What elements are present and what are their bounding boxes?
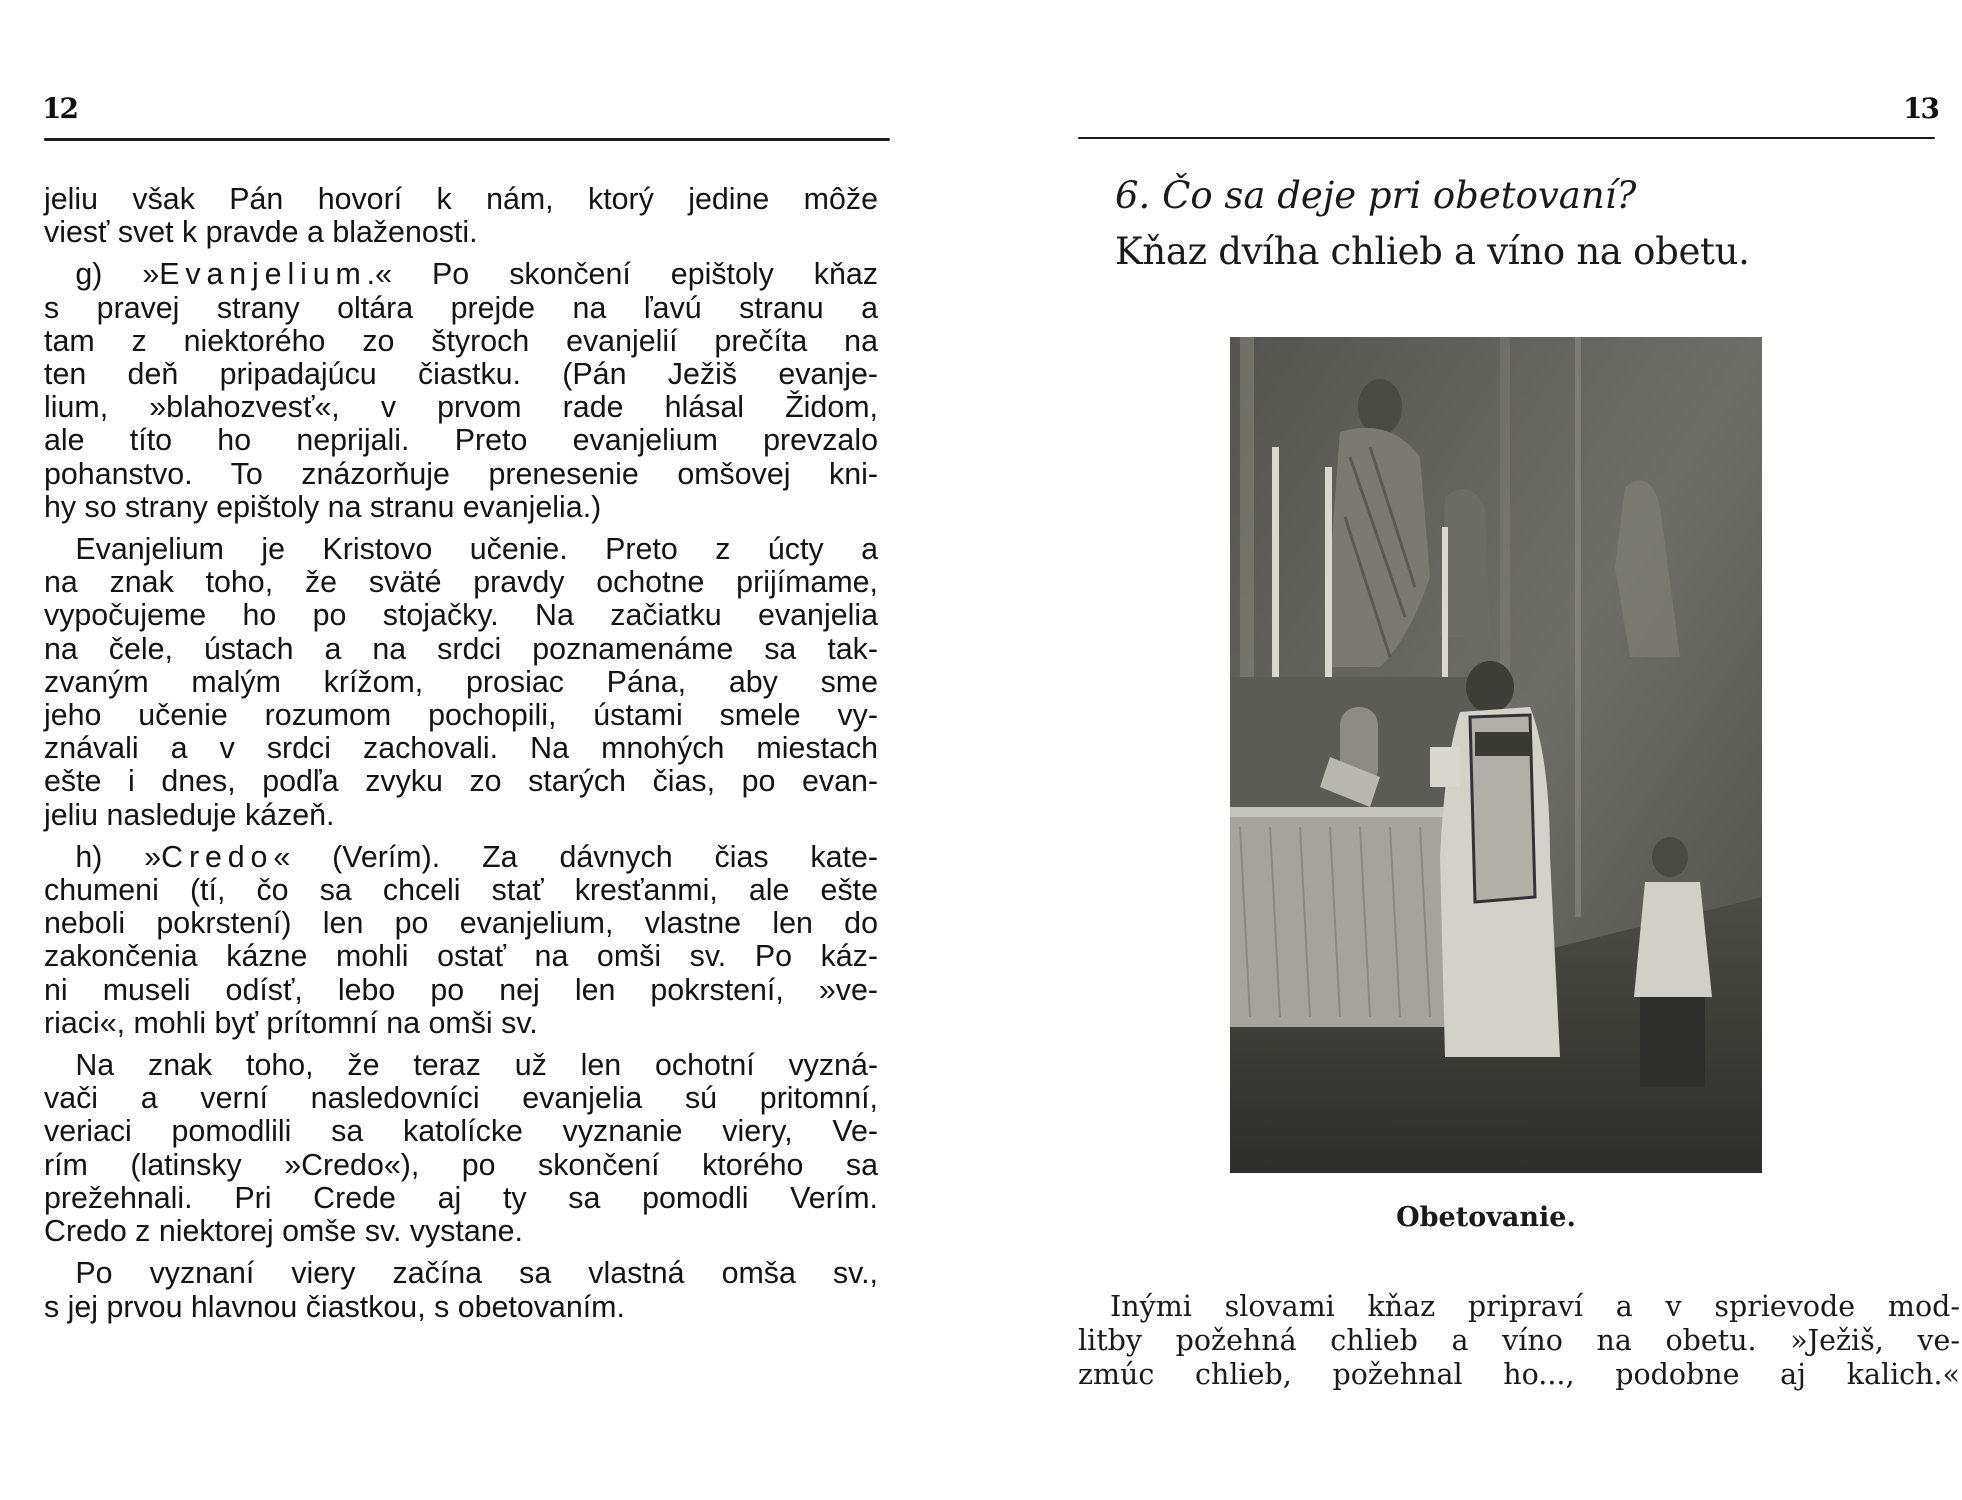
- text-line: lium, »blahozvesť«, v prvom rade hlásal Židom,: [44, 389, 878, 425]
- text-line: Evanjelium je Kristovo učenie. Preto z úcty a: [75, 531, 878, 567]
- question-heading: 6. Čo sa deje pri obetovaní?: [1115, 174, 1637, 217]
- page-number: 12: [42, 92, 77, 125]
- paragraph-mass-begins: [44, 1256, 878, 1322]
- text-line: viesť svet k pravde a blaženosti.: [44, 214, 478, 250]
- text-line: vači a verní nasledovníci evanjelia sú pritomní,: [44, 1080, 878, 1116]
- text-line: ni museli odísť, lebo po nej len pokrstení, »ve-: [44, 971, 878, 1007]
- text-line: s pravej strany oltára prejde na ľavú stranu a: [44, 289, 878, 325]
- left-body-text: [44, 182, 878, 1332]
- text-line: zakončenia kázne mohli ostať na omši sv. Po káz-: [44, 938, 878, 974]
- text-line: znávali a v srdci zachovali. Na mnohých miestach: [44, 730, 878, 766]
- text-line: jeho učenie rozumom pochopili, ústami smele vy-: [44, 697, 878, 733]
- paragraph-credo: [44, 840, 878, 1039]
- text-line: Credo z niektorej omše sv. vystane.: [44, 1213, 523, 1249]
- page-number: 13: [1903, 92, 1938, 125]
- text-line: zmúc chlieb, požehnal ho..., podobne aj kalich.«: [1078, 1358, 1960, 1391]
- text-line: hy so strany epištoly na stranu evanjelia.): [44, 488, 602, 524]
- paragraph-continuation: [44, 182, 878, 248]
- text-line: chumeni (tí, čo sa chceli stať kresťanmi, ale ešte: [44, 872, 878, 908]
- text-line: [44, 257, 878, 290]
- paragraph-evangelium: [44, 257, 878, 523]
- right-page: [1040, 0, 1962, 1500]
- altar-scene-illustration: [1230, 337, 1762, 1173]
- figure-caption: [1040, 1198, 1952, 1238]
- text-line: Na znak toho, že teraz už len ochotní vyzná-: [75, 1047, 878, 1083]
- text-fragment: Po skončení epištoly kňaz: [392, 256, 878, 292]
- paragraph-confession: [44, 1048, 878, 1247]
- text-line: [44, 840, 878, 873]
- answer-heading: Kňaz dvíha chlieb a víno na obetu.: [1115, 230, 1750, 273]
- text-line: Po vyznaní viery začína sa vlastná omša sv.,: [75, 1255, 878, 1291]
- caption-text: Obetovanie.: [1396, 1202, 1576, 1233]
- section-label-end: .«: [366, 256, 393, 292]
- text-line: na znak toho, že sväté pravdy ochotne prijímame,: [44, 564, 878, 600]
- paragraph-gospel-teaching: [44, 532, 878, 831]
- text-line: litby požehná chlieb a víno na obetu. »Ježiš, ve-: [1078, 1324, 1960, 1357]
- text-line: pohanstvo. To znázorňuje prenesenie omšovej kni-: [44, 455, 878, 491]
- text-line: jeliu nasleduje kázeň.: [44, 796, 335, 832]
- text-line: tam z niektorého zo štyroch evanjelií prečíta na: [44, 322, 878, 358]
- section-label: h) »: [75, 838, 162, 874]
- text-line: rím (latinsky »Credo«), po skončení ktorého sa: [44, 1146, 878, 1182]
- text-line: ale títo ho neprijali. Preto evanjelium prevzalo: [44, 422, 878, 458]
- text-line: prežehnali. Pri Crede aj ty sa pomodli Verím.: [44, 1179, 878, 1215]
- text-line: jeliu však Pán hovorí k nám, ktorý jedine môže: [44, 181, 878, 216]
- text-line: zvaným malým krížom, prosiac Pána, aby sme: [44, 663, 878, 699]
- section-label-end: «: [273, 838, 291, 874]
- header-rule: [44, 138, 890, 141]
- text-line: veriaci pomodlili sa katolícke vyznanie viery, Ve-: [44, 1113, 878, 1149]
- text-line: ten deň pripadajúcu čiastku. (Pán Ježiš evanje-: [44, 356, 878, 392]
- text-line: ešte i dnes, podľa zvyku zo starých čias, po evan-: [44, 763, 878, 799]
- text-line: neboli pokrstení) len po evanjelium, vlastne len do: [44, 905, 878, 941]
- text-line: na čele, ústach a na srdci poznamenáme sa tak-: [44, 630, 878, 666]
- section-label: g) »: [75, 256, 160, 292]
- header-rule: [1078, 137, 1935, 139]
- section-title-spaced: Evanjelium: [159, 256, 367, 292]
- text-line: s jej prvou hlavnou čiastkou, s obetovaním.: [44, 1288, 625, 1324]
- text-line: Inými slovami kňaz pripraví a v sprievode mod-: [1110, 1290, 1960, 1323]
- text-fragment: (Verím). Za dávnych čias kate-: [290, 838, 878, 874]
- photo-icon: [1230, 337, 1762, 1173]
- right-body-text: [1078, 1290, 1960, 1392]
- text-line: riaci«, mohli byť prítomní na omši sv.: [44, 1004, 538, 1040]
- left-page: [0, 0, 930, 1500]
- section-title-spaced: Credo: [161, 838, 274, 874]
- text-line: vypočujeme ho po stojačky. Na začiatku evanjelia: [44, 597, 878, 633]
